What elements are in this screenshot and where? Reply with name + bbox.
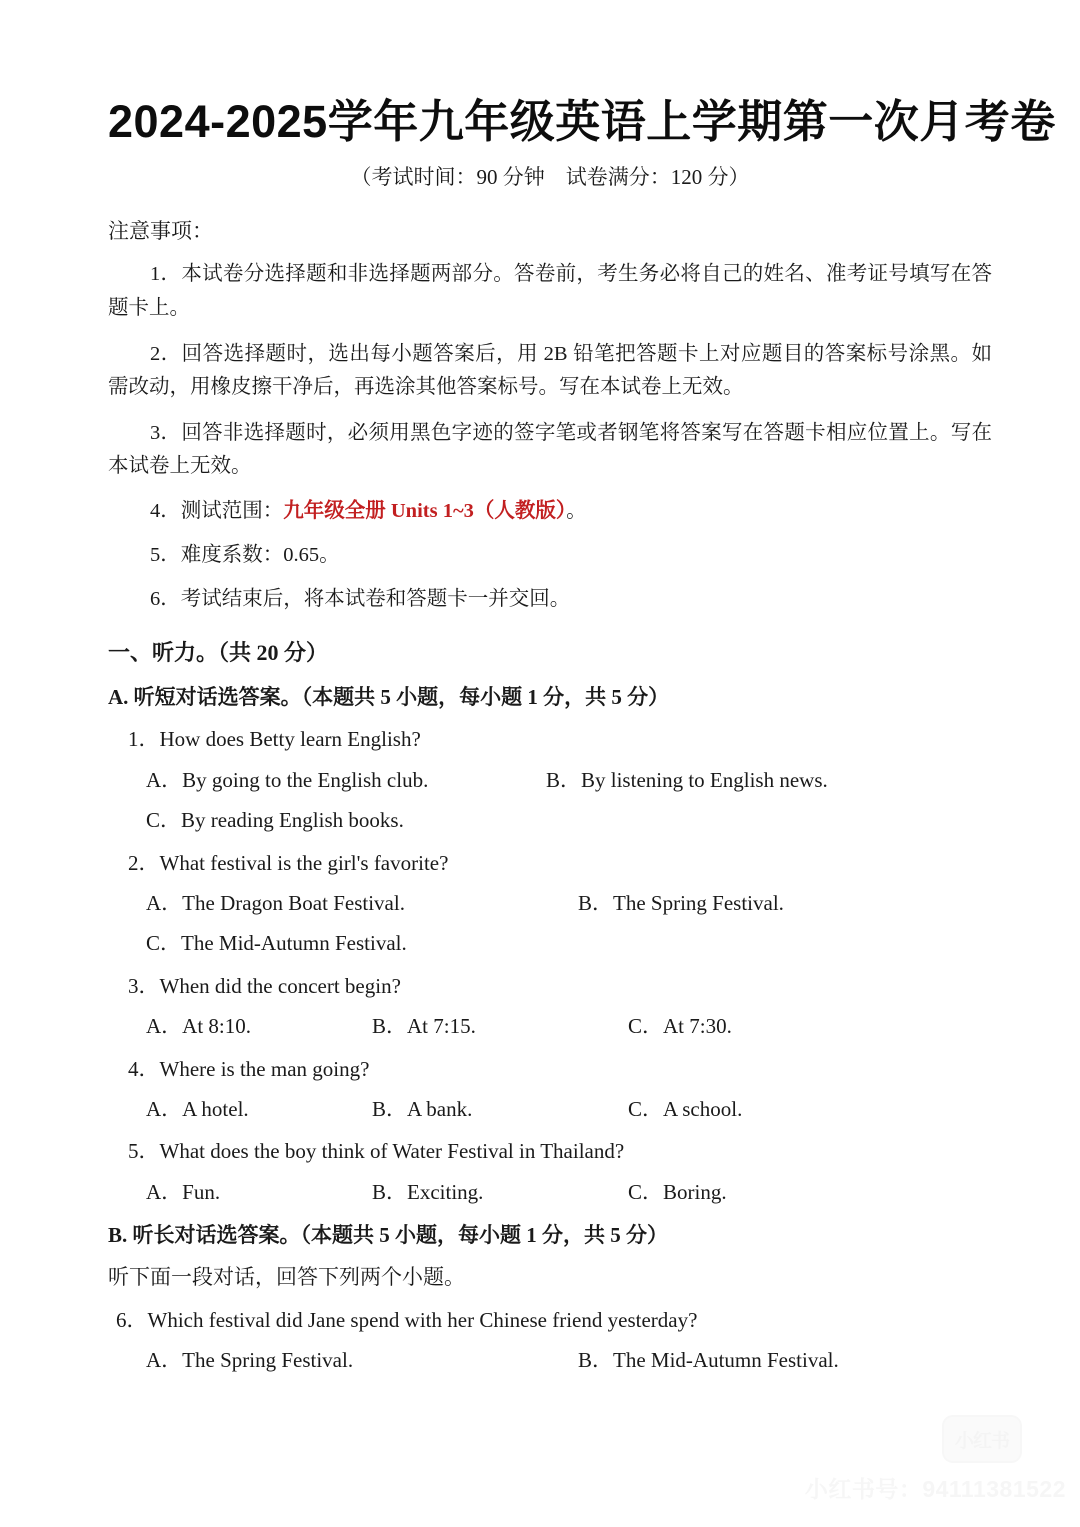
question-6-options-row-1 — [108, 1335, 992, 1375]
xiaohongshu-logo-icon: 小红书 — [942, 1415, 1022, 1463]
question-3-options-row-1 — [108, 1001, 992, 1041]
question-1-number: 1． — [128, 727, 160, 752]
question-5-option-a[interactable]: A．Fun. — [146, 1179, 221, 1204]
exam-meta-subtitle: （考试时间：90 分钟 试卷满分：120 分） — [350, 164, 750, 189]
notice-item-1: 1．本试卷分选择题和非选择题两部分。答卷前，考生务必将自己的姓名、准考证号填写在答题卡上。 — [108, 263, 992, 319]
subsection-heading-b: B. 听长对话选答案。（本题共 5 小题，每小题 1 分，共 5 分） — [108, 1223, 669, 1248]
question-5-stem — [108, 1124, 992, 1166]
question-2-stem — [108, 836, 992, 878]
notice-item-3: 3．回答非选择题时，必须用黑色字迹的签字笔或者钢笔将答案写在答题卡相应位置上。写在本试卷上无效。 — [108, 422, 992, 478]
part-b-instruction: 听下面一段对话，回答下列两个小题。 — [108, 1265, 465, 1290]
question-2-options-row-2 — [108, 918, 992, 958]
question-5-option-c[interactable]: C．Boring. — [628, 1179, 727, 1204]
question-1-option-b[interactable]: B．By listening to English news. — [546, 767, 828, 792]
notice-item-6: 6．考试结束后，将本试卷和答题卡一并交回。 — [150, 588, 571, 611]
question-6-stem — [108, 1293, 992, 1335]
notice-item-4-prefix: 4．测试范围： — [150, 499, 284, 522]
question-3-option-c[interactable]: C．At 7:30. — [628, 1014, 732, 1039]
question-2-text: What festival is the girl's favorite? — [159, 850, 449, 875]
question-4-options-row-1 — [108, 1084, 992, 1124]
page-title: 2024-2025学年九年级英语上学期第一次月考卷 — [108, 96, 1056, 147]
question-4-option-b[interactable]: B．A bank. — [372, 1096, 473, 1121]
notice-label: 注意事项： — [108, 219, 213, 244]
notice-item-2: 2．回答选择题时，选出每小题答案后，用 2B 铅笔把答题卡上对应题目的答案标号涂黑。如需改动，用橡皮擦干净后，再选涂其他答案标号。写在本试卷上无效。 — [108, 342, 992, 398]
question-3-option-b[interactable]: B．At 7:15. — [372, 1014, 476, 1039]
question-3-stem — [108, 959, 992, 1001]
question-2-option-b[interactable]: B．The Spring Festival. — [578, 890, 784, 915]
question-4-option-c[interactable]: C．A school. — [628, 1096, 743, 1121]
question-4-option-a[interactable]: A．A hotel. — [146, 1096, 249, 1121]
question-5-number: 5． — [128, 1139, 160, 1164]
question-1-options-row-1 — [108, 755, 992, 795]
question-2-option-a[interactable]: A．The Dragon Boat Festival. — [146, 890, 405, 915]
question-4-stem — [108, 1042, 992, 1084]
question-5-option-b[interactable]: B．Exciting. — [372, 1179, 484, 1204]
watermark-account-text: 小红书号：94111381522 — [804, 1476, 1066, 1502]
question-2-options-row-1 — [108, 878, 992, 918]
question-1-options-row-2 — [108, 795, 992, 835]
question-4-number: 4． — [128, 1056, 160, 1081]
question-2-option-c[interactable]: C．The Mid-Autumn Festival. — [146, 931, 407, 956]
question-3-option-a[interactable]: A．At 8:10. — [146, 1014, 251, 1039]
notice-item-5: 5．难度系数：0.65。 — [150, 543, 340, 566]
question-6-option-b[interactable]: B．The Mid-Autumn Festival. — [578, 1348, 839, 1373]
section-heading-listening: 一、听力。（共 20 分） — [108, 640, 329, 666]
question-4-text: Where is the man going? — [159, 1056, 370, 1081]
test-scope-highlight: 九年级全册 Units 1~3（人教版） — [283, 499, 567, 522]
question-1-option-c[interactable]: C．By reading English books. — [146, 808, 404, 833]
question-1-text: How does Betty learn English? — [159, 727, 421, 752]
question-2-number: 2． — [128, 850, 160, 875]
question-6-text: Which festival did Jane spend with her Chinese friend yesterday? — [147, 1307, 698, 1332]
watermark — [774, 1399, 1074, 1519]
question-6-option-a[interactable]: A．The Spring Festival. — [146, 1348, 354, 1373]
notice-item-4-suffix: 。 — [566, 499, 587, 522]
question-5-text: What does the boy think of Water Festival in Thailand? — [159, 1139, 625, 1164]
question-5-options-row-1 — [108, 1167, 992, 1207]
notice-item-4 — [108, 484, 992, 528]
question-1-stem — [108, 712, 992, 754]
question-3-number: 3． — [128, 973, 160, 998]
question-1-option-a[interactable]: A．By going to the English club. — [146, 767, 429, 792]
subsection-heading-a: A. 听短对话选答案。（本题共 5 小题，每小题 1 分，共 5 分） — [108, 685, 670, 710]
question-6-number: 6． — [116, 1307, 148, 1332]
question-3-text: When did the concert begin? — [159, 973, 401, 998]
